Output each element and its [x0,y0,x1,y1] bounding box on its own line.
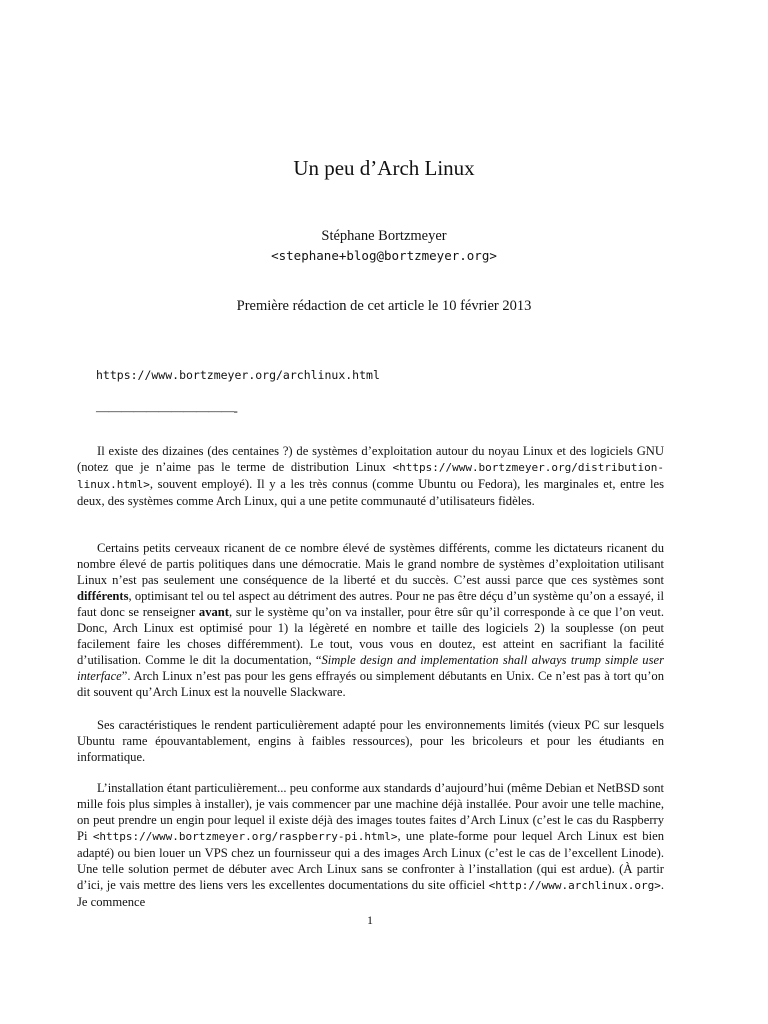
paragraph-text: , optimisant tel ou tel aspect au détriment des autres. Pour ne pas être déçu d’un système qu’on a essayé, il faut donc se renseigner [77,589,664,619]
bold-avant: avant [198,605,229,619]
paragraph-text: L’installation étant particulièrement... peu conforme aux standards d’aujourd’hui (même Debian et NetBSD sont mille fois plus simples à installer), je vais commencer par une machine déjà installée. Pour avoir une telle machine, on peut prendre un engin pour lequel il existe déjà des images toutes faites d’Arch Linux (c’est le cas du Raspberry Pi [77,781,664,843]
paragraph-4 [77,780,664,910]
author-name: Stéphane Bortzmeyer [321,228,447,244]
date-line: Première rédaction de cet article le 10 février 2013 [236,298,532,314]
document-title: Un peu d’Arch Linux [293,156,475,180]
link-raspberry-pi[interactable]: <https://www.bortzmeyer.org/raspberry-pi.html> [92,830,398,843]
author-email: <stephane+blog@bortzmeyer.org> [271,248,497,263]
link-archlinux-org[interactable]: <http://www.archlinux.org> [488,879,661,892]
separator-line: ———————————- [96,403,238,418]
paragraph-text: Ses caractéristiques le rendent particulièrement adapté pour les environnements limités (vieux PC sur lesquels Ubuntu rame épouvantablement, engins à faibles ressources), pour les bricoleurs et pour les étudiants en informatique. [77,718,664,764]
article-url[interactable]: https://www.bortzmeyer.org/archlinux.html [96,368,380,382]
quote-documentation: Simple design and implementation shall always trump simple user interface [77,653,664,683]
link-distribution-linux[interactable]: <https://www.bortzmeyer.org/distribution-linux.html> [77,461,664,491]
paragraph-text: . Je commence [77,878,664,909]
page-number: 1 [367,913,373,927]
bold-differents: différents [77,589,129,603]
paragraph-text: ”. Arch Linux n’est pas pour les gens effrayés ou simplement débutants en Unix. Ce n’est pas à tort qu’on dit souvent qu’Arch Linux est la nouvelle Slackware. [77,669,664,699]
paragraph-text: Certains petits cerveaux ricanent de ce nombre élevé de systèmes différents, comme les dictateurs ricanent du nombre élevé de partis politiques dans une démocratie. Mais le grand nombre de systèmes d’exploitation utilisant Linux n’est pas seulement une conséquence de la liberté et du succès. C’est aussi parce que ces systèmes sont [77,541,664,587]
paragraph-text: Il existe des dizaines (des centaines ?) de systèmes d’exploitation autour du noyau Linux et des logiciels GNU (notez que je n’aime pas le terme de distribution Linux [77,444,664,474]
paragraph-text: , souvent employé). Il y a les très connus (comme Ubuntu ou Fedora), les marginales et, entre les deux, des systèmes comme Arch Linux, qui a une petite communauté d’utilisateurs fidèles. [77,477,664,508]
paragraph-text: , une plate-forme pour lequel Arch Linux est bien adapté) ou bien louer un VPS chez un fournisseur qui a des images Arch Linux (c’est le cas de l’excellent Linode). Une telle solution permet de débuter avec Arch Linux sans se confronter à l’installation (qui est ardue). (À partir d’ici, je vais mettre des liens vers les excellentes documentations du site officiel [77,829,664,892]
paragraph-3 [77,717,664,765]
paragraph-2 [77,540,664,700]
paragraph-1 [77,443,664,509]
paragraph-text: , sur le système qu’on va installer, pour être sûr qu’il corresponde à ce que l’on veut. Donc, Arch Linux est optimisé pour 1) la légèreté en nombre et taille des logiciels 2) la souplesse (on peut facilement faire les choses différemment). Le tout, vous vous en doutez, est atteint en sacrifiant la facilité d’utilisation. Comme le dit la documentation, “ [77,605,665,667]
